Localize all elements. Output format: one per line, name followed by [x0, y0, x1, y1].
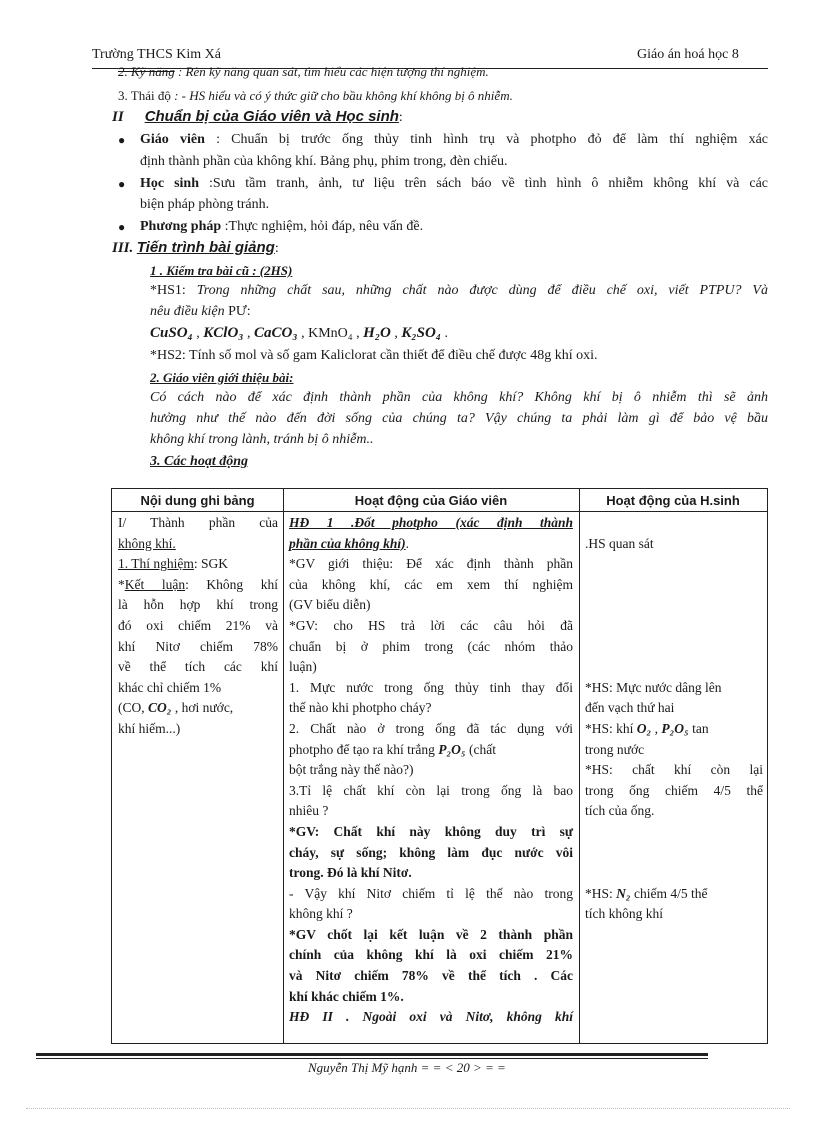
teacher-prep-line2: định thành phần của không khí. Bảng phụ, phim trong, đèn chiếu.: [140, 154, 508, 169]
lesson-table: [111, 488, 768, 1044]
teacher-line: luận): [289, 659, 317, 675]
hs1-question-line2: nêu điều kiện PƯ:: [150, 304, 251, 319]
student-line: *HS: N₂ chiếm 4/5 thể: [585, 885, 708, 901]
teacher-prep-line1: Giáo viên : Chuẩn bị trước ống thủy tinh hình trụ và photpho đỏ để làm thí nghiệm xác: [140, 132, 768, 147]
student-line: *HS: Mực nước dâng lên: [585, 679, 722, 695]
board-line: 1. Thí nghiệm: SGK: [118, 556, 229, 572]
activity-heading: phần của không khí).: [289, 535, 410, 551]
bullet-icon: ●: [118, 220, 126, 234]
teacher-line: - Vậy khí Nitơ chiếm tỉ lệ thế nào trong: [289, 885, 573, 901]
teacher-line: bột trắng này thế nào?): [289, 762, 414, 778]
teacher-line: khí khác chiếm 1%.: [289, 988, 404, 1004]
student-line: tích không khí: [585, 906, 663, 922]
intro-line3: không khí trong lành, tránh bị ô nhiễm..: [150, 432, 374, 447]
student-prep-line1: Học sinh :Sưu tầm tranh, ảnh, tư liệu trên sách báo về tình hình ô nhiễm không khí và các: [140, 176, 769, 191]
section-iii-heading: III. Tiến trình bài giảng:: [112, 239, 279, 256]
student-line: trong nước: [585, 741, 645, 757]
teacher-line: của không khí, các em xem thí nghiệm: [289, 576, 573, 592]
teacher-line: 1. Mực nước trong ống thủy tinh thay đổi: [289, 679, 573, 695]
formula: KMnO₄: [308, 326, 353, 341]
attitude-objective: 3. Thái độ : - HS hiểu và có ý thức giữ cho bầu không khí không bị ô nhiễm.: [118, 88, 513, 103]
formula: K₂SO₄: [401, 325, 442, 341]
board-line: không khí.: [118, 535, 176, 551]
teacher-activity-cell: [289, 513, 573, 1028]
school-name: Trường THCS Kim Xá: [92, 47, 221, 62]
student-line: đến vạch thứ hai: [585, 700, 675, 716]
teacher-line: chính của không khí là oxi chiếm 21%: [289, 947, 573, 963]
student-line: tích của ống.: [585, 803, 655, 819]
teacher-line: trong. Đó là khí Nitơ.: [289, 865, 412, 881]
teacher-line: *GV: cho HS trả lời các câu hỏi đã: [289, 617, 573, 633]
hs2-question: *HS2: Tính số mol và số gam Kaliclorat cần thiết để điều chế được 48g khí oxi.: [150, 348, 598, 363]
teacher-line: *GV giới thiệu: Để xác định thành phần: [289, 556, 573, 572]
student-line: .HS quan sát: [585, 535, 654, 551]
bullet-icon: ●: [118, 177, 126, 191]
student-line: *HS: khí O₂ , P₂O₅ tan: [585, 720, 709, 736]
formula-list: CuSO₄ , KClO₃ , CaCO₃ , KMnO₄ , H₂O , K₂SO₄ .: [150, 325, 449, 341]
student-prep-line2: biện pháp phòng tránh.: [140, 197, 270, 212]
board-line: đó oxi chiếm 21% và: [118, 617, 278, 633]
teacher-line: nhiêu ?: [289, 803, 329, 819]
column-header-teacher: Hoạt động của Giáo viên: [354, 493, 508, 508]
teacher-line: chuẩn bị ở phim trong (các nhóm thảo: [289, 638, 573, 654]
teacher-line: thế nào khi photpho cháy?: [289, 700, 432, 716]
footer-author: Nguyễn Thị Mỹ hạnh = = < 20 > = =: [308, 1060, 506, 1075]
bullet-icon: ●: [118, 133, 126, 147]
board-content-cell: [118, 513, 278, 740]
intro-line2: hưởng như thế nào đến đời sống của chúng ta? Vậy chúng ta phải làm gì để bảo vệ bầu: [150, 411, 768, 426]
board-line: khí hiếm...): [118, 720, 181, 736]
board-line: *Kết luận: Không khí: [118, 576, 278, 592]
header-divider: [112, 511, 767, 512]
formula: KClO₃: [203, 325, 244, 341]
student-activity-cell: [585, 513, 763, 925]
formula: H₂O: [363, 325, 391, 341]
board-line: khác chỉ chiếm 1%: [118, 679, 222, 695]
hs1-question-line1: *HS1: Trong những chất sau, những chất nào được dùng để điều chế oxi, viết PTPU? Và: [150, 283, 768, 298]
board-line: về thể tích các khí: [118, 659, 278, 675]
column-divider: [283, 489, 284, 1043]
section-ii-heading: II Chuẩn bị của Giáo viên và Học sinh:: [112, 108, 403, 125]
subsection-activities: 3. Các hoạt động: [150, 454, 249, 469]
column-header-student: Hoạt động của H.sinh: [606, 493, 740, 508]
formula: CaCO₃: [254, 325, 298, 341]
student-line: *HS: chất khí còn lại: [585, 762, 763, 778]
teacher-line: 3.Tỉ lệ chất khí còn lại trong ống là bao: [289, 782, 573, 798]
board-line: khí Nitơ chiếm 78%: [118, 638, 278, 654]
activity-heading: HĐ 1 .Đốt photpho (xác định thành: [289, 515, 573, 530]
column-header-content: Nội dung ghi bảng: [140, 493, 255, 508]
page-edge: [26, 1108, 790, 1109]
method-line: Phương pháp :Thực nghiệm, hỏi đáp, nêu vấn đề.: [140, 219, 424, 234]
student-line: trong ống chiếm 4/5 thể: [585, 782, 763, 798]
formula: CuSO₄: [150, 325, 193, 341]
board-line: I/ Thành phần của: [118, 515, 278, 530]
skill-objective: 2. Kỹ năng : Rèn kỹ năng quan sát, tìm hiểu các hiện tượng thí nghiệm.: [118, 64, 489, 79]
activity-heading: HĐ II . Ngoài oxi và Nitơ, không khí: [289, 1009, 573, 1025]
footer-rule-thin: [36, 1058, 708, 1059]
teacher-line: *GV chốt lại kết luận về 2 thành phần: [289, 926, 573, 942]
teacher-line: cháy, sự sống; không làm đục nước vôi: [289, 844, 573, 860]
board-line: (CO, CO₂ , hơi nước,: [118, 700, 234, 716]
document-title: Giáo án hoá học 8: [637, 47, 739, 62]
board-line: là hỗn hợp khí trong: [118, 597, 278, 613]
teacher-line: và Nitơ chiếm 78% về thể tích . Các: [289, 968, 573, 984]
column-divider: [579, 489, 580, 1043]
subsection-intro: 2. Giáo viên giới thiệu bài:: [150, 370, 294, 385]
teacher-line: *GV: Chất khí này không duy trì sự: [289, 823, 573, 839]
teacher-line: 2. Chất nào ở trong ống đã tác dụng với: [289, 720, 573, 736]
subsection-review: 1 . Kiểm tra bài cũ : (2HS): [150, 263, 293, 278]
intro-line1: Có cách nào để xác định thành phần của không khí? Không khí bị ô nhiễm thì sẽ ảnh: [150, 390, 768, 405]
teacher-line: photpho để tạo ra khí trắng P₂O₅ (chất: [289, 741, 496, 757]
footer-rule-thick: [36, 1053, 708, 1056]
teacher-line: (GV biểu diễn): [289, 597, 371, 613]
teacher-line: không khí ?: [289, 906, 353, 922]
